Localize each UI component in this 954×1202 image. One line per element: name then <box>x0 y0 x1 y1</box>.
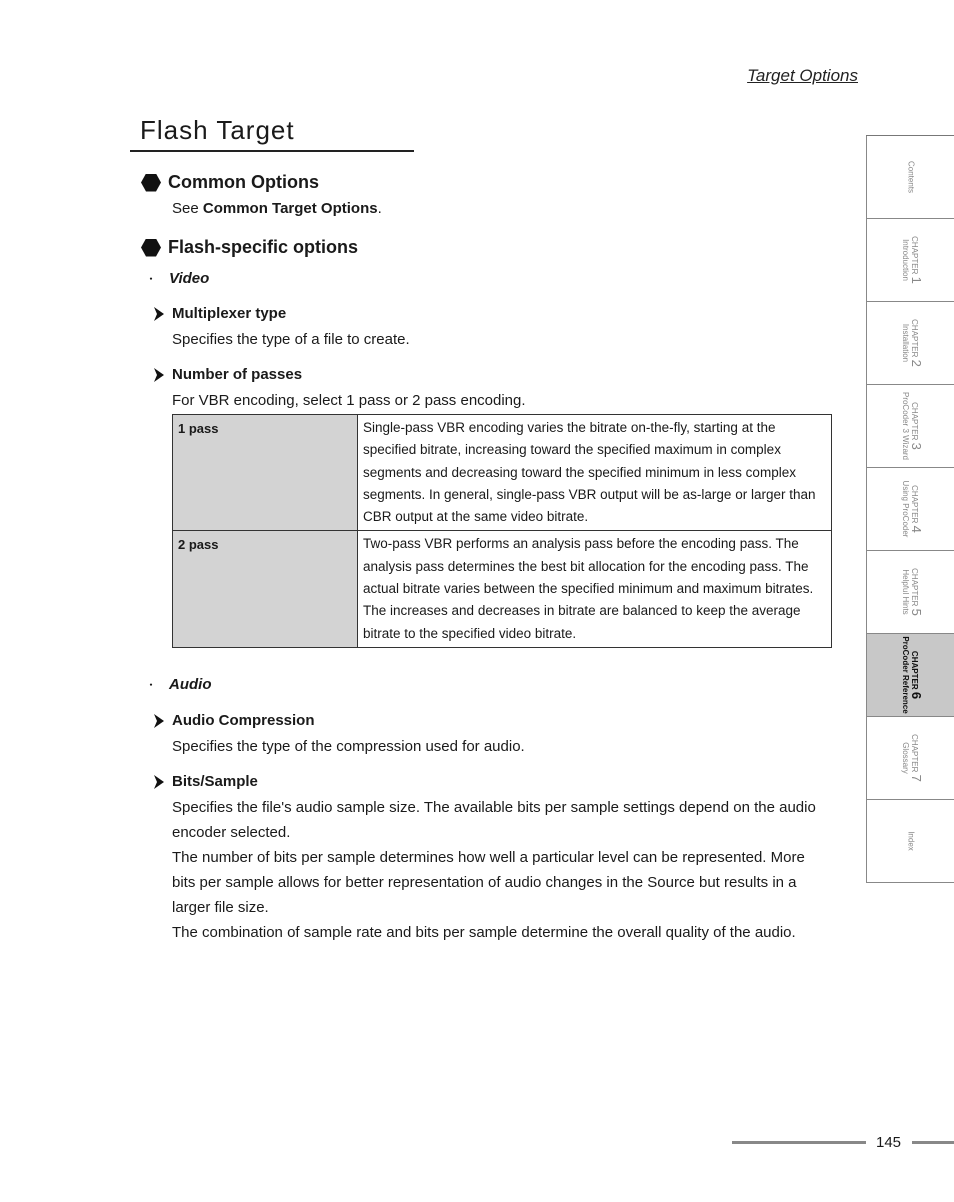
bits-sample-paragraph: Specifies the file's audio sample size. The available bits per sample settings depend on the audio encoder selected. <box>172 799 816 841</box>
table-desc-cell: Two-pass VBR performs an analysis pass before the encoding pass. The analysis pass determines the best bit allocation for the encoding pass. The actual bitrate varies between the specified minimum and maximum bitrates. The increases and decreases in bitrate are balanced to keep the average bitrate to the specified video bitrate. <box>358 531 832 647</box>
multiplexer-type-heading: Multiplexer type <box>152 305 286 322</box>
tab-chapter-1[interactable] <box>866 219 954 302</box>
running-head: Target Options <box>747 66 858 85</box>
tab-label: CHAPTER 2 Installation <box>900 319 924 367</box>
tab-index[interactable] <box>866 800 954 883</box>
bits-sample-paragraph: The number of bits per sample determines how well a particular level can be represented. More bits per sample allows for better representation of audio changes in the Source but results in a larger file size. <box>172 849 805 916</box>
tab-chapter-3[interactable] <box>866 385 954 468</box>
audio-compression-text: Specifies the type of the compression used for audio. <box>172 738 525 755</box>
number-of-passes-heading: Number of passes <box>152 366 302 383</box>
table-row <box>173 531 832 647</box>
chapter-sidebar <box>866 135 954 883</box>
table-key-cell: 2 pass <box>173 531 358 647</box>
tab-chapter-5[interactable] <box>866 551 954 634</box>
multiplexer-type-text: Specifies the type of a file to create. <box>172 331 410 348</box>
hexagon-bullet-icon <box>141 239 161 257</box>
tab-label: Index <box>906 831 915 851</box>
table-desc-cell: Single-pass VBR encoding varies the bitrate on-the-fly, starting at the specified bitrate, increasing toward the specified maximum in complex segments and decreasing toward the specified minimum in less complex segments. In general, single-pass VBR output will be as-large or larger than CBR output at the same video bitrate. <box>358 415 832 531</box>
common-target-options-link[interactable]: Common Target Options <box>202 200 378 217</box>
audio-compression-heading: Audio Compression <box>152 712 315 729</box>
common-options-reference: See Common Target Options. <box>172 200 382 217</box>
footer-rule <box>912 1141 954 1144</box>
tab-label: Contents <box>906 160 915 194</box>
tab-label: CHAPTER 7 Glossary <box>900 734 924 782</box>
tab-label: CHAPTER 5 Helpful Hints <box>900 568 924 616</box>
page-title: Flash Target <box>130 112 414 152</box>
tab-contents[interactable] <box>866 136 954 219</box>
table-key-cell: 1 pass <box>173 415 358 531</box>
tab-label: CHAPTER 6 ProCoder Reference <box>900 636 924 714</box>
tab-label: CHAPTER 1 Introduction <box>900 236 924 284</box>
chevron-right-icon <box>152 713 166 729</box>
bits-sample-paragraph: The combination of sample rate and bits per sample determine the overall quality of the audio. <box>172 924 796 941</box>
tab-chapter-4[interactable] <box>866 468 954 551</box>
tab-label: CHAPTER 4 Using ProCoder <box>900 480 924 538</box>
bits-sample-heading: Bits/Sample <box>152 773 258 790</box>
hexagon-bullet-icon <box>141 174 161 192</box>
tab-chapter-6[interactable] <box>866 634 954 717</box>
passes-table <box>172 414 832 648</box>
common-options-heading: Common Options <box>141 172 319 193</box>
tab-label: CHAPTER 3 ProCoder 3 Wizard <box>900 391 924 461</box>
page-number: 145 <box>876 1134 902 1151</box>
table-row <box>173 415 832 531</box>
video-bullet: ・ Video <box>145 270 210 287</box>
footer-rule <box>732 1141 866 1144</box>
bits-sample-text <box>172 795 832 945</box>
tab-chapter-7[interactable] <box>866 717 954 800</box>
chevron-right-icon <box>152 774 166 790</box>
number-of-passes-text: For VBR encoding, select 1 pass or 2 pass encoding. <box>172 392 526 409</box>
chevron-right-icon <box>152 306 166 322</box>
chevron-right-icon <box>152 367 166 383</box>
tab-chapter-2[interactable] <box>866 302 954 385</box>
audio-bullet: ・ Audio <box>145 676 212 693</box>
flash-specific-heading: Flash-specific options <box>141 237 358 258</box>
